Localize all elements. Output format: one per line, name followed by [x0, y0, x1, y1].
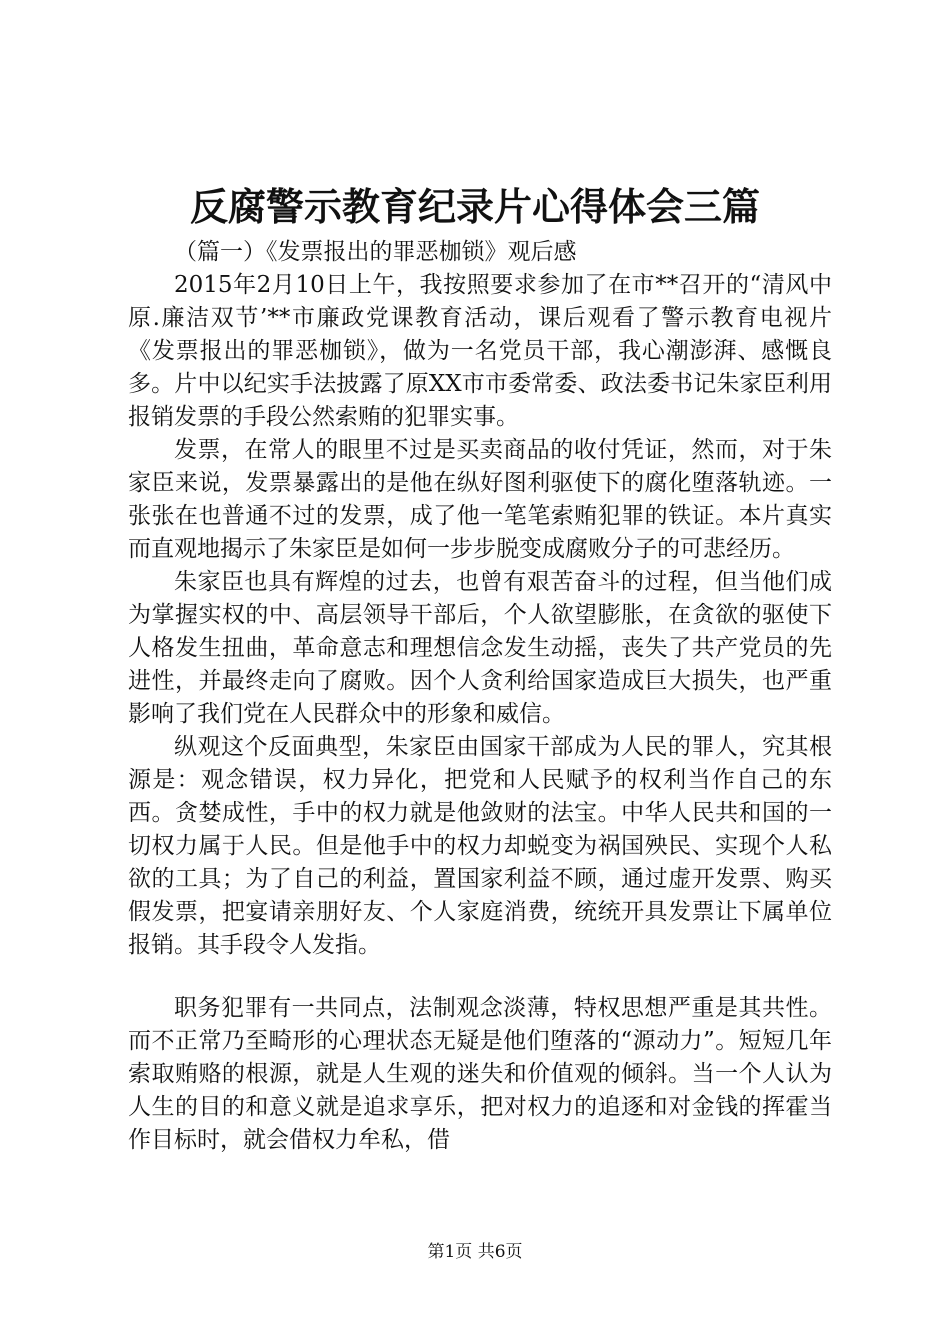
- paragraph-4: 纵观这个反面典型，朱家臣由国家干部成为人民的罪人，究其根源是：观念错误，权力异化，把党和人民赋予的权利当作自己的东西。贪婪成性，手中的权力就是他敛财的法宝。中华人民共和国的一切权力属于人民。但是他手中的权力却蜕变为祸国殃民、实现个人私欲的工具；为了自己的利益，置国家利益不顾，通过虚开发票、购买假发票，把宴请亲朋好友、个人家庭消费，统统开具发票让下属单位报销。其手段令人发指。: [128, 734, 832, 958]
- section-heading: （篇一）《发票报出的罪恶枷锁》观后感: [174, 239, 577, 265]
- document-body: [128, 236, 832, 1157]
- page-footer: 第1页 共6页: [427, 1242, 523, 1262]
- paragraph-3: 朱家臣也具有辉煌的过去，也曾有艰苦奋斗的过程，但当他们成为掌握实权的中、高层领导干部后，个人欲望膨胀，在贪欲的驱使下人格发生扭曲，革命意志和理想信念发生动摇，丧失了共产党员的先进性，并最终走向了腐败。因个人贪利给国家造成巨大损失，也严重影响了我们党在人民群众中的形象和威信。: [128, 569, 832, 727]
- document-title: 反腐警示教育纪录片心得体会三篇: [189, 185, 760, 229]
- paragraph-1: 2015年2月10日上午，我按照要求参加了在市**召开的“清风中原.廉洁双节’**市廉政党课教育活动，课后观看了警示教育电视片《发票报出的罪恶枷锁》，做为一名党员干部，我心潮澎湃、感慨良多。片中以纪实手法披露了原XX市市委常委、政法委书记朱家臣利用报销发票的手段公然索贿的犯罪实事。: [128, 272, 832, 430]
- paragraph-2: 发票，在常人的眼里不过是买卖商品的收付凭证，然而，对于朱家臣来说，发票暴露出的是他在纵好图利驱使下的腐化堕落轨迹。一张张在也普通不过的发票，成了他一笔笔索贿犯罪的铁证。本片真实而直观地揭示了朱家臣是如何一步步脱变成腐败分子的可悲经历。: [128, 437, 832, 562]
- paragraph-5: 职务犯罪有一共同点，法制观念淡薄，特权思想严重是其共性。而不正常乃至畸形的心理状态无疑是他们堕落的“源动力”。短短几年索取贿赂的根源，就是人生观的迷失和价值观的倾斜。当一个人认为人生的目的和意义就是追求享乐，把对权力的追逐和对金钱的挥霍当作目标时，就会借权力牟私，借: [128, 995, 832, 1153]
